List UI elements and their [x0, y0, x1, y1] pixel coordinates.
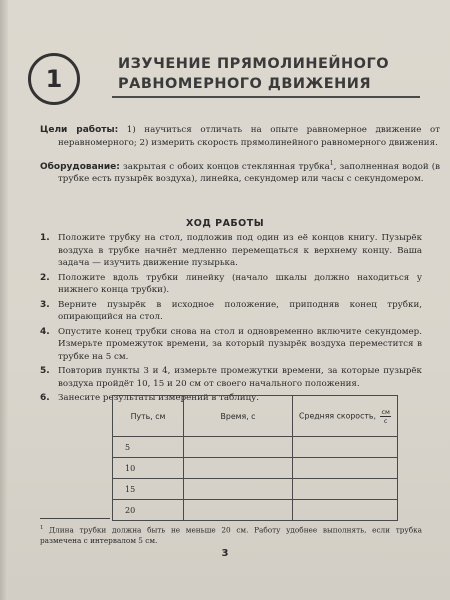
goals-paragraph	[40, 124, 440, 149]
results-table	[112, 395, 398, 521]
time-cell[interactable]	[184, 458, 293, 479]
lab-number-badge	[28, 53, 80, 105]
procedure-step	[40, 299, 422, 324]
path-cell: 10	[113, 458, 184, 479]
footnote-mark: 1	[40, 525, 44, 531]
speed-cell[interactable]	[293, 437, 398, 458]
speed-cell[interactable]	[293, 458, 398, 479]
step-number: 2.	[40, 272, 50, 283]
goals-label: Цели работы:	[40, 125, 119, 135]
speed-cell[interactable]	[293, 479, 398, 500]
step-text: Положите вдоль трубки линейку (начало шкалы должно находиться у нижнего конца трубки).	[58, 272, 422, 295]
footnote-text: Длина трубки должна быть не меньше 20 см. Работу удобнее выполнять, если трубка размечена с интервалом 5 см.	[40, 525, 422, 545]
path-cell: 20	[113, 500, 184, 521]
equipment-text-before: закрытая с обоих концов стеклянная трубка	[122, 161, 330, 172]
title-underline	[112, 96, 420, 98]
col-header-speed-label: Средняя скорость,	[299, 411, 376, 420]
col-header-time: Время, с	[184, 396, 293, 437]
procedure-step	[40, 232, 422, 270]
table-row	[113, 437, 398, 458]
equipment-label: Оборудование:	[40, 161, 120, 172]
page-number: 3	[221, 548, 229, 559]
step-number: 6.	[40, 393, 50, 403]
step-text: Верните пузырёк в исходное положение, приподняв конец трубки, опирающийся на стол.	[58, 299, 422, 322]
col-header-path: Путь, см	[113, 396, 184, 437]
footnote	[40, 523, 422, 546]
lab-title-line1: ИЗУЧЕНИЕ ПРЯМОЛИНЕЙНОГО	[118, 56, 390, 72]
lab-number: 1	[45, 65, 63, 93]
path-cell: 15	[113, 479, 184, 500]
time-cell[interactable]	[184, 479, 293, 500]
step-text: Занесите результаты измерений в таблицу.	[58, 393, 260, 403]
time-cell[interactable]	[184, 437, 293, 458]
step-number: 5.	[40, 366, 50, 376]
procedure-steps	[40, 232, 422, 407]
time-cell[interactable]	[184, 500, 293, 521]
table-row	[113, 458, 398, 479]
procedure-heading: ХОД РАБОТЫ	[185, 218, 265, 229]
lab-title	[118, 54, 418, 94]
step-text: Положите трубку на стол, подложив под один из её концов книгу. Пузырёк воздуха в трубке начнёт медленно перемещаться к верхнему концу. Ваша задача — изучить движение пузырька.	[58, 233, 422, 268]
page-spine-shadow	[0, 0, 8, 600]
footnote-separator	[40, 518, 110, 519]
results-table-header	[113, 396, 398, 437]
speed-unit-denominator: с	[383, 416, 388, 425]
procedure-step	[40, 365, 422, 390]
goals-text: 1) научиться отличать на опыте равномерное движение от неравномерного; 2) измерить скорость прямолинейного равномерного движения.	[58, 125, 440, 148]
step-text: Опустите конец трубки снова на стол и одновременно включите секундомер. Измерьте промежуток времени, за который пузырёк воздуха переместится в трубке на 5 см.	[58, 326, 422, 362]
equipment-paragraph	[40, 158, 440, 186]
equipment-text-after: , заполненная водой (в трубке есть пузырёк воздуха), линейка, секундомер или часы с секундомером.	[58, 161, 440, 185]
step-number: 4.	[40, 326, 50, 337]
lab-title-line2: РАВНОМЕРНОГО ДВИЖЕНИЯ	[118, 76, 372, 92]
speed-unit-numerator: см	[381, 407, 390, 416]
equipment-footnote-mark: 1	[329, 160, 334, 167]
step-number: 3.	[40, 299, 50, 310]
table-row	[113, 500, 398, 521]
procedure-step	[40, 326, 422, 364]
path-cell: 5	[113, 437, 184, 458]
speed-unit-fraction	[380, 408, 390, 425]
step-text: Повторив пункты 3 и 4, измерьте промежутки времени, за которые пузырёк воздуха пройдёт 10, 15 и 20 см от своего начального положения.	[58, 366, 422, 389]
col-header-speed	[293, 396, 398, 437]
speed-cell[interactable]	[293, 500, 398, 521]
step-number: 1.	[40, 233, 50, 243]
table-row	[113, 479, 398, 500]
procedure-step	[40, 272, 422, 297]
